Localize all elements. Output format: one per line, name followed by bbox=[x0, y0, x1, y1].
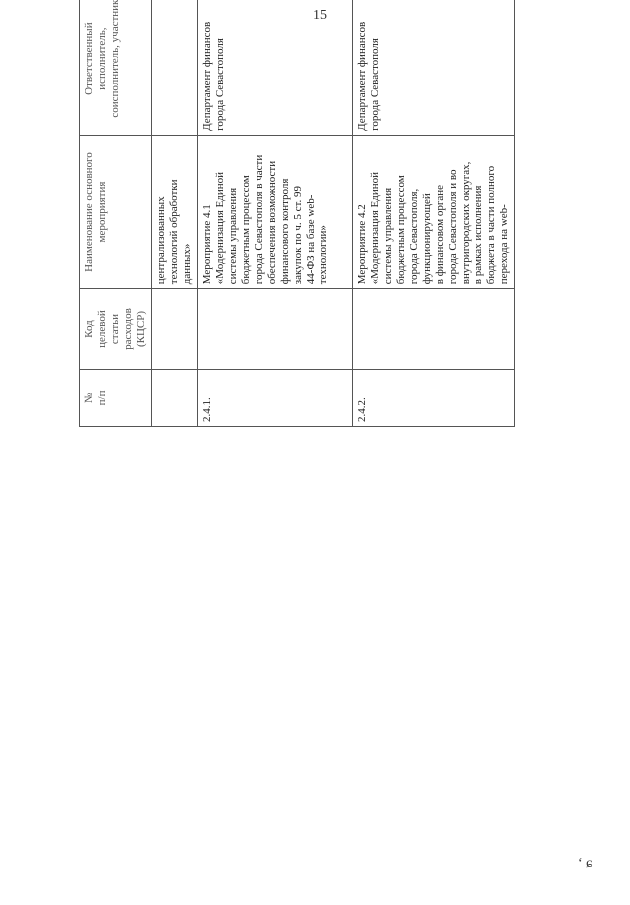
page-number: 15 bbox=[313, 8, 327, 23]
cell-no: 2.4.1. bbox=[197, 369, 352, 426]
cell-code bbox=[352, 289, 515, 370]
header-no: № п/п bbox=[80, 369, 152, 426]
header-code: Код целевой статьи расходов (КЦСР) bbox=[80, 289, 152, 370]
cell-empty bbox=[151, 0, 197, 135]
cell-name: Мероприятие 4.1 «Модернизация Единой системы управления бюджетным процессом города Севастополя в части обеспечения возможности финансового контроля закупок по ч. 5 ст. 99 44-ФЗ на базе web- технологии» bbox=[197, 135, 352, 288]
scan-marks: ʻ ɕ bbox=[578, 856, 593, 871]
cell-empty bbox=[151, 369, 197, 426]
cell-executor: Департамент финансов города Севастополя bbox=[197, 0, 352, 135]
table-row-continuation bbox=[151, 0, 197, 427]
cell-empty bbox=[151, 289, 197, 370]
cell-executor: Департамент финансов города Севастополя bbox=[352, 0, 515, 135]
cell-name: Мероприятие 4.2 «Модернизация Единой системы управления бюджетным процессом города Севастополя, функционирующей в финансовом органе города Севастополя и во внутригородских округах, в рамках исполнения бюджета в части полного перехода на web- bbox=[352, 135, 515, 288]
table-row bbox=[352, 0, 515, 427]
header-name: Наименование основного мероприятия bbox=[80, 135, 152, 288]
cell-no: 2.4.2. bbox=[352, 369, 515, 426]
cell-code bbox=[197, 289, 352, 370]
table-header-row bbox=[80, 0, 116, 427]
cell-name-continuation: централизованных технологий обработки данных» bbox=[151, 135, 197, 288]
activities-table bbox=[79, 0, 515, 427]
header-executor: Ответственный исполнитель, соисполнитель, участник bbox=[80, 0, 152, 135]
table-row bbox=[197, 0, 352, 427]
rotated-table-region bbox=[79, 0, 559, 427]
